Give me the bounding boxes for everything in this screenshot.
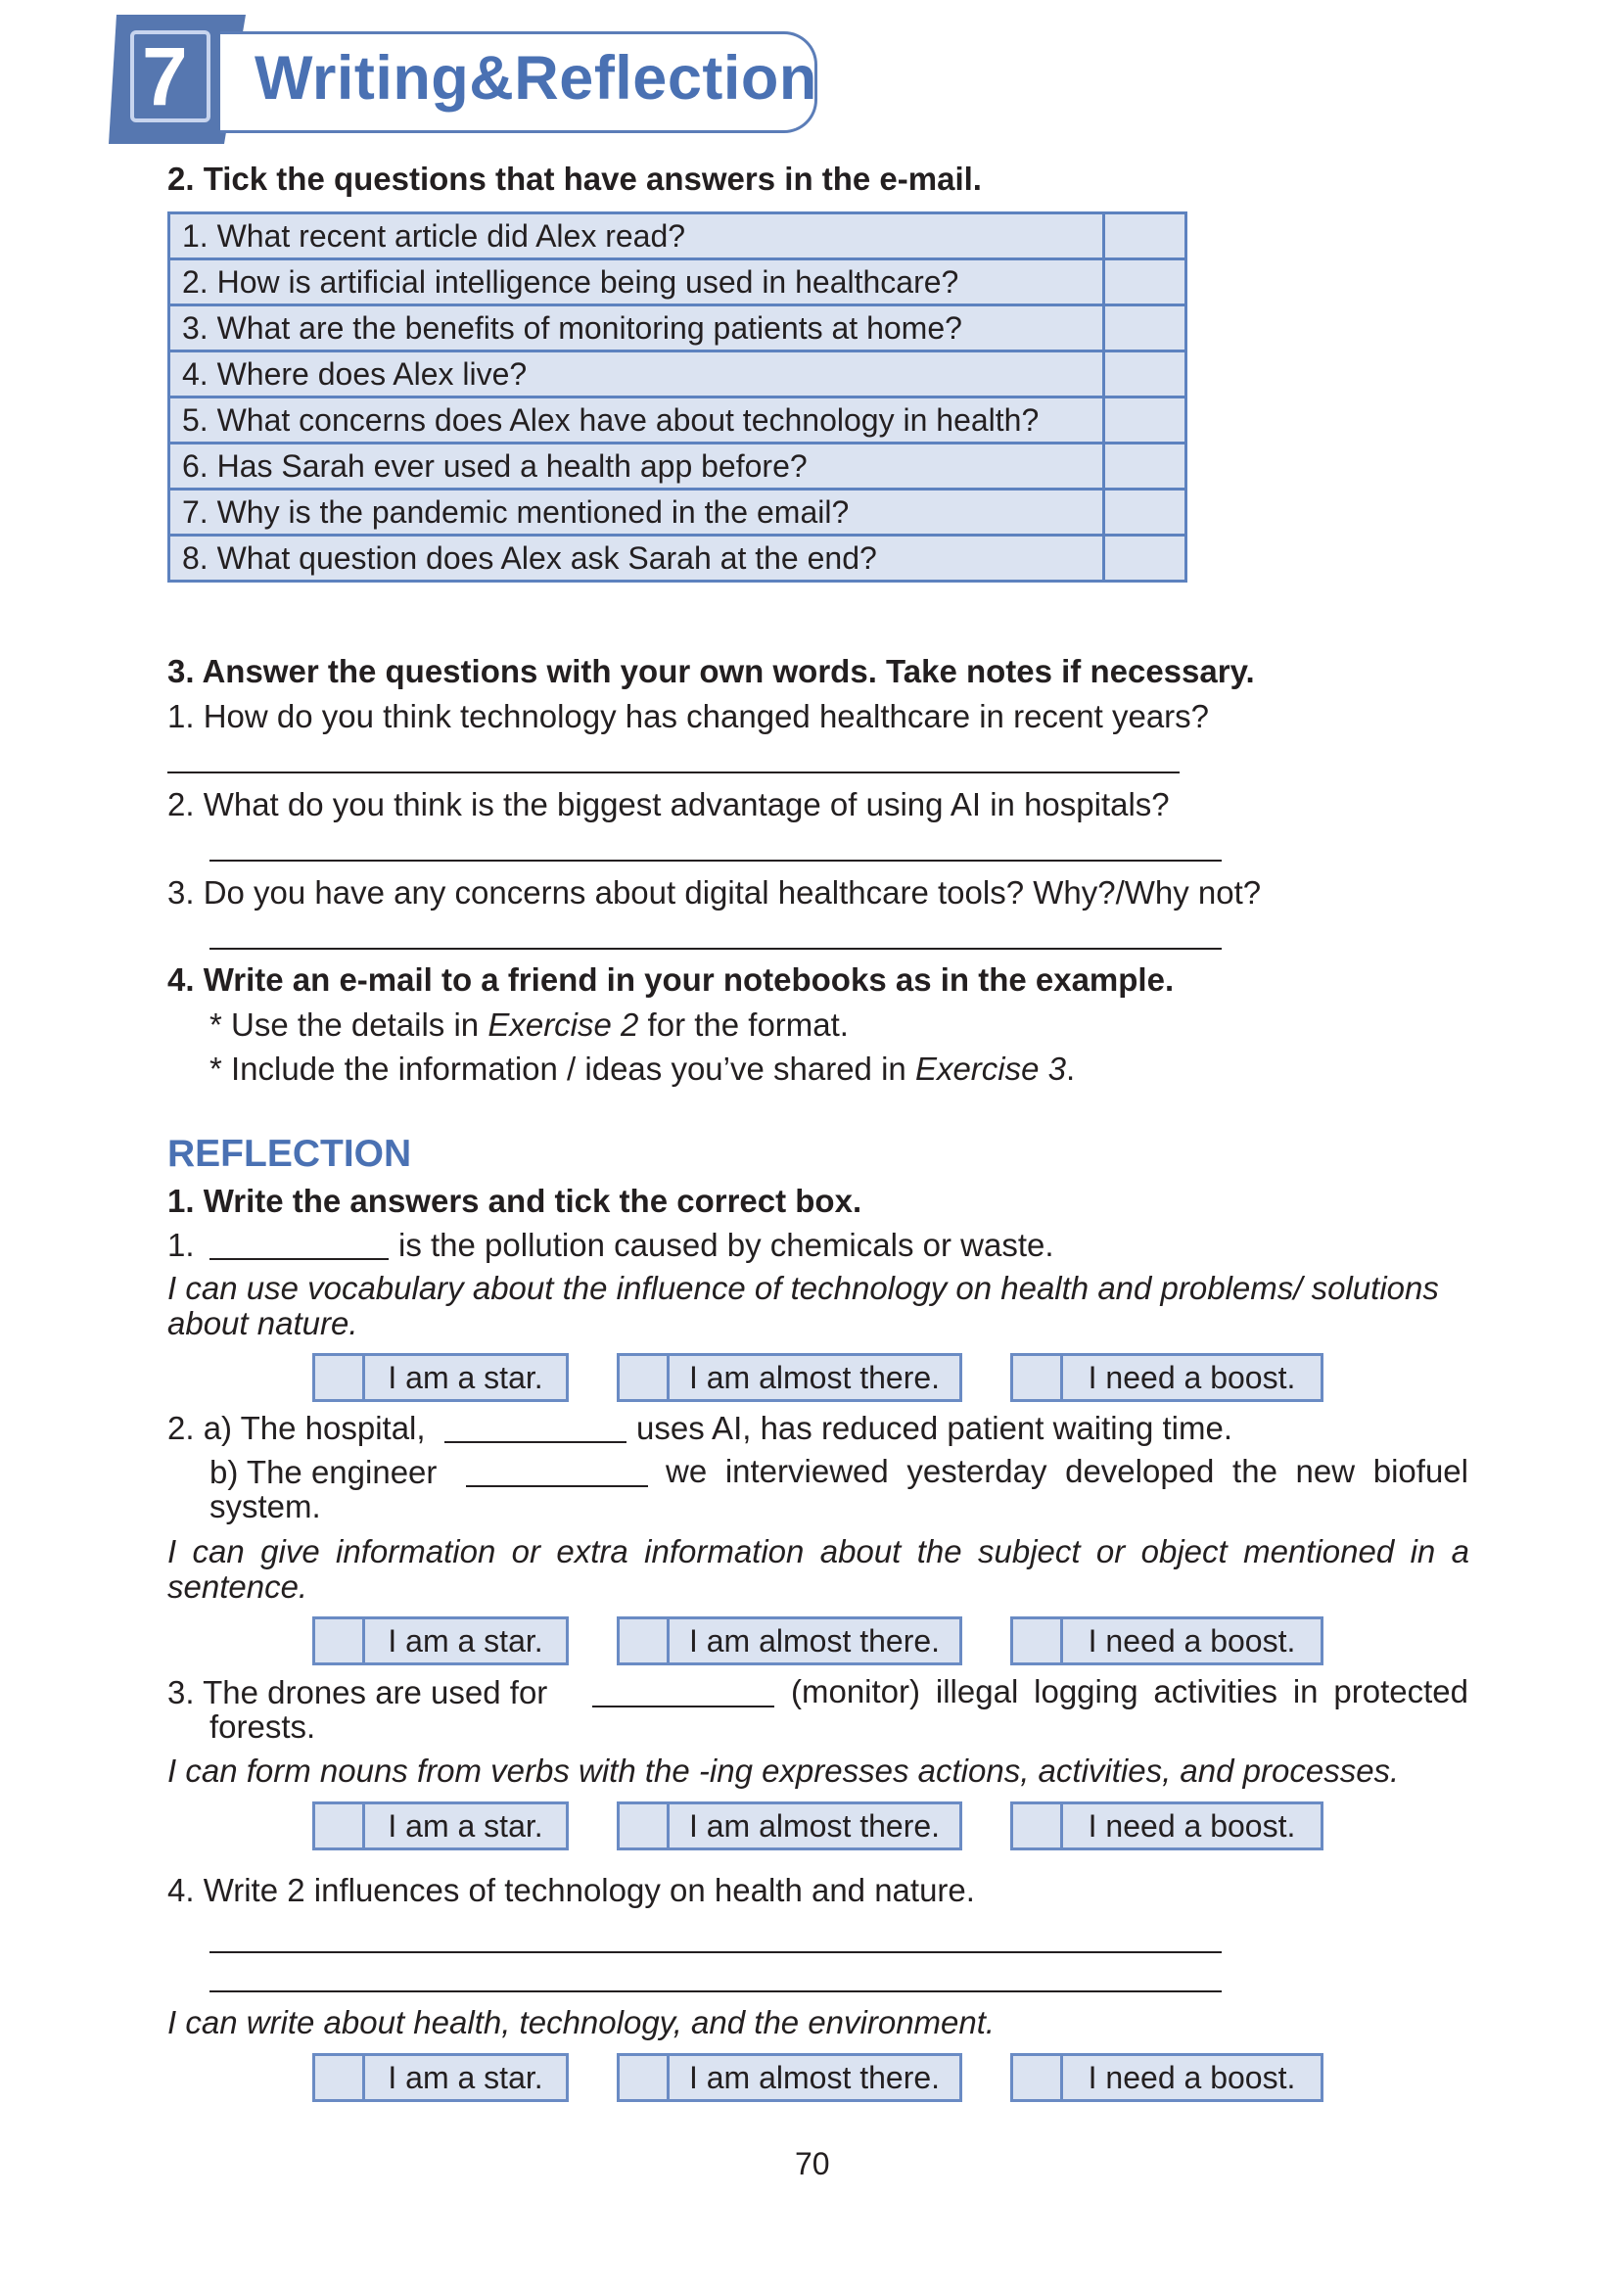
tick-box[interactable] bbox=[1104, 351, 1186, 397]
reflection-1-text: is the pollution caused by chemicals or waste. bbox=[398, 1227, 1054, 1263]
table-row bbox=[169, 259, 1186, 305]
answer-line[interactable] bbox=[209, 1951, 1222, 1953]
table-row bbox=[169, 213, 1186, 259]
tick-box[interactable] bbox=[1104, 397, 1186, 444]
page-title: Writing&Reflection bbox=[255, 44, 817, 113]
tick-box[interactable] bbox=[1104, 490, 1186, 536]
exercise2-heading: 2. Tick the questions that have answers in the e-mail. bbox=[167, 161, 982, 197]
can-do-statement: I can form nouns from verbs with the -ing expresses actions, activities, and processes. bbox=[167, 1753, 1400, 1789]
rating-star[interactable]: I am a star. bbox=[312, 2053, 569, 2102]
table-row bbox=[169, 536, 1186, 582]
question-cell: 6. Has Sarah ever used a health app before? bbox=[169, 444, 1104, 490]
rating-need-boost[interactable]: I need a boost. bbox=[1010, 1616, 1323, 1665]
table-row bbox=[169, 351, 1186, 397]
rating-need-boost[interactable]: I need a boost. bbox=[1010, 1801, 1323, 1850]
rating-star[interactable]: I am a star. bbox=[312, 1616, 569, 1665]
rating-almost-there[interactable]: I am almost there. bbox=[617, 1616, 962, 1665]
tick-box[interactable] bbox=[315, 1356, 365, 1399]
rating-star[interactable]: I am a star. bbox=[312, 1353, 569, 1402]
reflection-2b-end: we interviewed yesterday developed the new biofuel system. bbox=[209, 1453, 1468, 1524]
table-row bbox=[169, 490, 1186, 536]
tick-box[interactable] bbox=[620, 1619, 670, 1662]
question-cell: 1. What recent article did Alex read? bbox=[169, 213, 1104, 259]
reflection-3-end: (monitor) illegal logging activities in protected forests. bbox=[209, 1673, 1468, 1745]
page-number: 70 bbox=[795, 2146, 830, 2181]
tick-box[interactable] bbox=[1104, 305, 1186, 351]
exercise3-heading: 3. Answer the questions with your own words. Take notes if necessary. bbox=[167, 653, 1255, 689]
tick-box[interactable] bbox=[1013, 1619, 1063, 1662]
tick-box[interactable] bbox=[620, 2056, 670, 2099]
question-cell: 2. How is artificial intelligence being used in healthcare? bbox=[169, 259, 1104, 305]
table-row bbox=[169, 305, 1186, 351]
answer-line[interactable] bbox=[209, 860, 1222, 862]
unit-number: 7 bbox=[142, 30, 188, 122]
table-row bbox=[169, 397, 1186, 444]
reflection-2b-start: b) The engineer bbox=[209, 1454, 438, 1490]
rating-need-boost[interactable]: I need a boost. bbox=[1010, 2053, 1323, 2102]
exercise4-bullet-2: * Include the information / ideas you’ve shared in Exercise 3. bbox=[209, 1051, 1076, 1087]
tick-box[interactable] bbox=[1104, 259, 1186, 305]
question-cell: 4. Where does Alex live? bbox=[169, 351, 1104, 397]
blank-line[interactable] bbox=[209, 1258, 389, 1260]
table-row bbox=[169, 444, 1186, 490]
tick-box[interactable] bbox=[1013, 2056, 1063, 2099]
can-do-statement: I can use vocabulary about the influence of technology on health and problems/ solutions about nature. bbox=[167, 1270, 1439, 1341]
reflection-2a-start: 2. a) The hospital, bbox=[167, 1410, 426, 1446]
reflection-1-number: 1. bbox=[167, 1227, 195, 1263]
can-do-statement: I can give information or extra information about the subject or object mentioned in a sentence. bbox=[167, 1533, 1469, 1605]
rating-almost-there[interactable]: I am almost there. bbox=[617, 1353, 962, 1402]
tick-box[interactable] bbox=[620, 1356, 670, 1399]
reflection-3-start: 3. The drones are used for bbox=[167, 1674, 548, 1710]
tick-box[interactable] bbox=[1104, 213, 1186, 259]
rating-star[interactable]: I am a star. bbox=[312, 1801, 569, 1850]
reflection-title: REFLECTION bbox=[167, 1133, 412, 1175]
answer-line[interactable] bbox=[209, 1990, 1222, 1992]
exercise3-question-2: 2. What do you think is the biggest advantage of using AI in hospitals? bbox=[167, 786, 1170, 822]
can-do-statement: I can write about health, technology, and the environment. bbox=[167, 2004, 996, 2040]
exercise3-question-3: 3. Do you have any concerns about digital healthcare tools? Why?/Why not? bbox=[167, 874, 1262, 911]
question-cell: 8. What question does Alex ask Sarah at the end? bbox=[169, 536, 1104, 582]
rating-almost-there[interactable]: I am almost there. bbox=[617, 2053, 962, 2102]
reflection-heading: 1. Write the answers and tick the correct box. bbox=[167, 1183, 862, 1219]
tick-box[interactable] bbox=[315, 1804, 365, 1847]
exercise4-heading: 4. Write an e-mail to a friend in your notebooks as in the example. bbox=[167, 961, 1175, 998]
blank-line[interactable] bbox=[444, 1441, 626, 1443]
questions-table bbox=[167, 211, 1187, 583]
tick-box[interactable] bbox=[1104, 444, 1186, 490]
rating-almost-there[interactable]: I am almost there. bbox=[617, 1801, 962, 1850]
exercise3-question-1: 1. How do you think technology has changed healthcare in recent years? bbox=[167, 698, 1210, 734]
tick-box[interactable] bbox=[1104, 536, 1186, 582]
reflection-2a-end: uses AI, has reduced patient waiting time. bbox=[636, 1410, 1233, 1446]
question-cell: 5. What concerns does Alex have about technology in health? bbox=[169, 397, 1104, 444]
question-cell: 7. Why is the pandemic mentioned in the email? bbox=[169, 490, 1104, 536]
tick-box[interactable] bbox=[315, 1619, 365, 1662]
answer-line[interactable] bbox=[167, 771, 1180, 773]
tick-box[interactable] bbox=[315, 2056, 365, 2099]
question-cell: 3. What are the benefits of monitoring patients at home? bbox=[169, 305, 1104, 351]
tick-box[interactable] bbox=[620, 1804, 670, 1847]
tick-box[interactable] bbox=[1013, 1356, 1063, 1399]
tick-box[interactable] bbox=[1013, 1804, 1063, 1847]
rating-need-boost[interactable]: I need a boost. bbox=[1010, 1353, 1323, 1402]
answer-line[interactable] bbox=[209, 948, 1222, 950]
reflection-4-text: 4. Write 2 influences of technology on health and nature. bbox=[167, 1872, 975, 1908]
exercise4-bullet-1: * Use the details in Exercise 2 for the format. bbox=[209, 1006, 849, 1043]
